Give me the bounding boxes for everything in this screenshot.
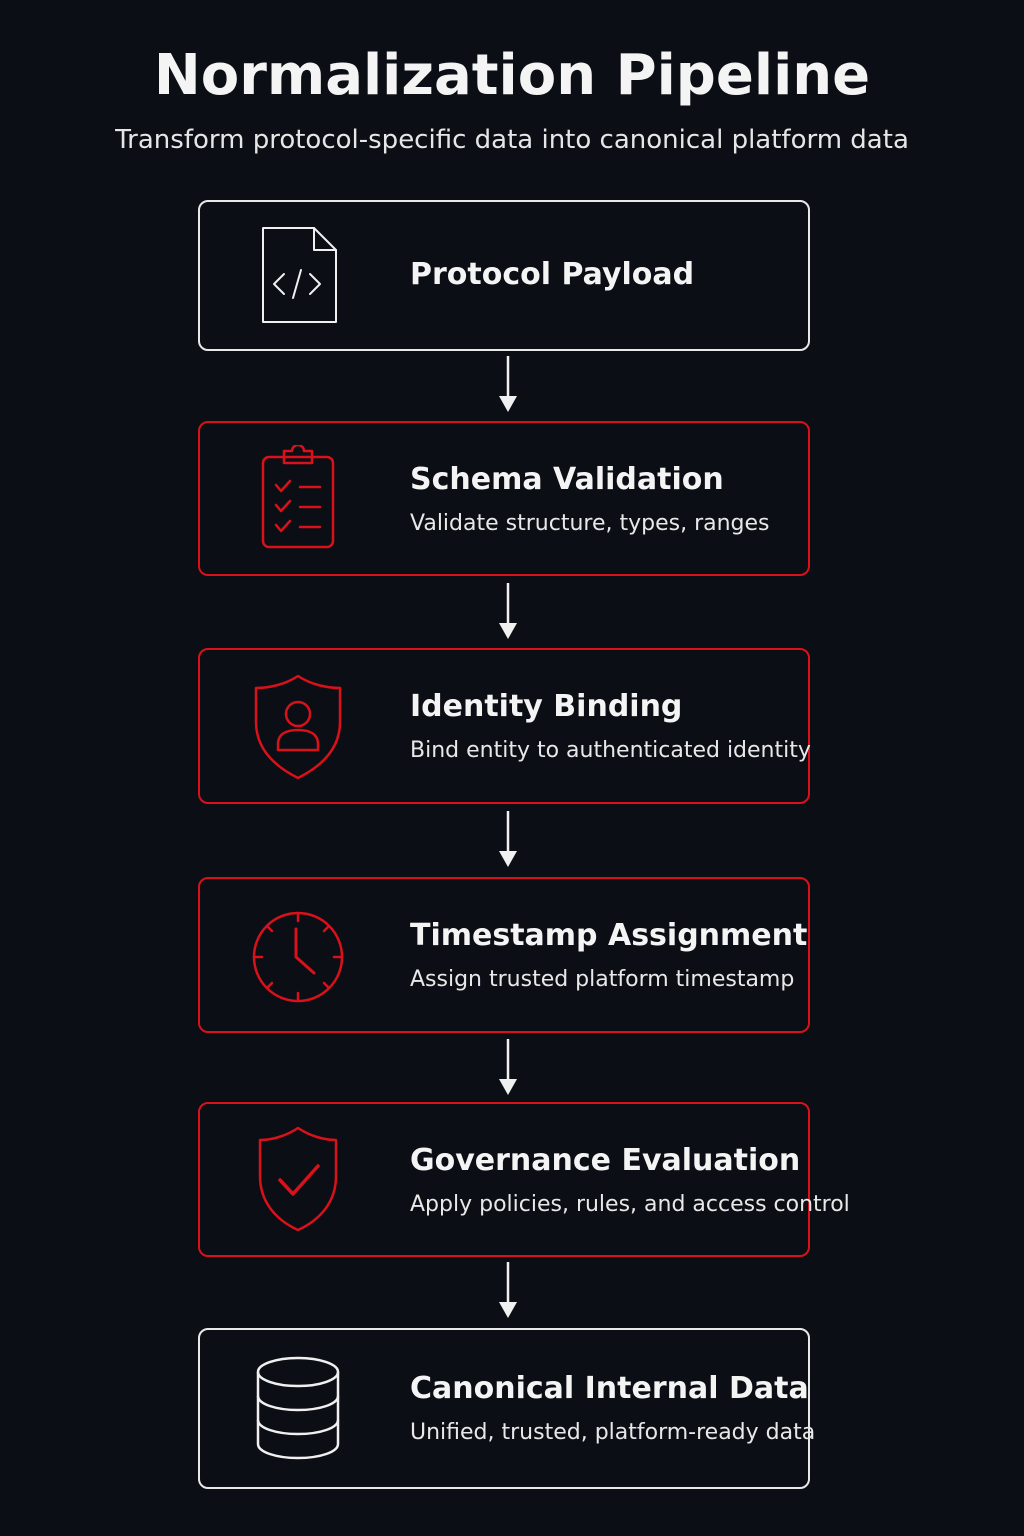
- database-icon: [248, 1354, 348, 1464]
- step-description: Apply policies, rules, and access control: [410, 1192, 850, 1217]
- step-description: Validate structure, types, ranges: [410, 511, 770, 536]
- flow-arrow: [498, 1039, 518, 1097]
- step-description: Assign trusted platform timestamp: [410, 967, 795, 992]
- step-title: Governance Evaluation: [410, 1143, 801, 1178]
- step-timestamp-assignment: [198, 877, 810, 1033]
- shield-check-icon: [248, 1124, 348, 1234]
- step-title: Schema Validation: [410, 462, 724, 497]
- flow-arrow: [498, 583, 518, 641]
- page-title: Normalization Pipeline: [153, 43, 871, 108]
- step-description: Bind entity to authenticated identity: [410, 738, 811, 763]
- step-canonical-internal-data: [198, 1328, 816, 1489]
- shield-user-icon: [248, 672, 348, 782]
- step-title: Timestamp Assignment: [410, 918, 808, 953]
- step-protocol-payload: [198, 200, 810, 351]
- flow-arrow: [498, 811, 518, 869]
- step-identity-binding: [198, 648, 810, 804]
- step-governance-evaluation: [198, 1102, 850, 1257]
- clipboard-checklist-icon: [248, 445, 348, 555]
- code-file-icon: [248, 222, 348, 332]
- step-schema-validation: [198, 421, 810, 576]
- flow-arrow: [498, 356, 518, 414]
- step-title: Canonical Internal Data: [410, 1371, 809, 1406]
- step-description: Unified, trusted, platform-ready data: [410, 1420, 816, 1445]
- flow-arrow: [498, 1262, 518, 1320]
- page-subtitle: Transform protocol-specific data into canonical platform data: [115, 125, 909, 155]
- step-title: Identity Binding: [410, 689, 683, 724]
- clock-icon: [248, 901, 348, 1011]
- step-title: Protocol Payload: [410, 257, 695, 292]
